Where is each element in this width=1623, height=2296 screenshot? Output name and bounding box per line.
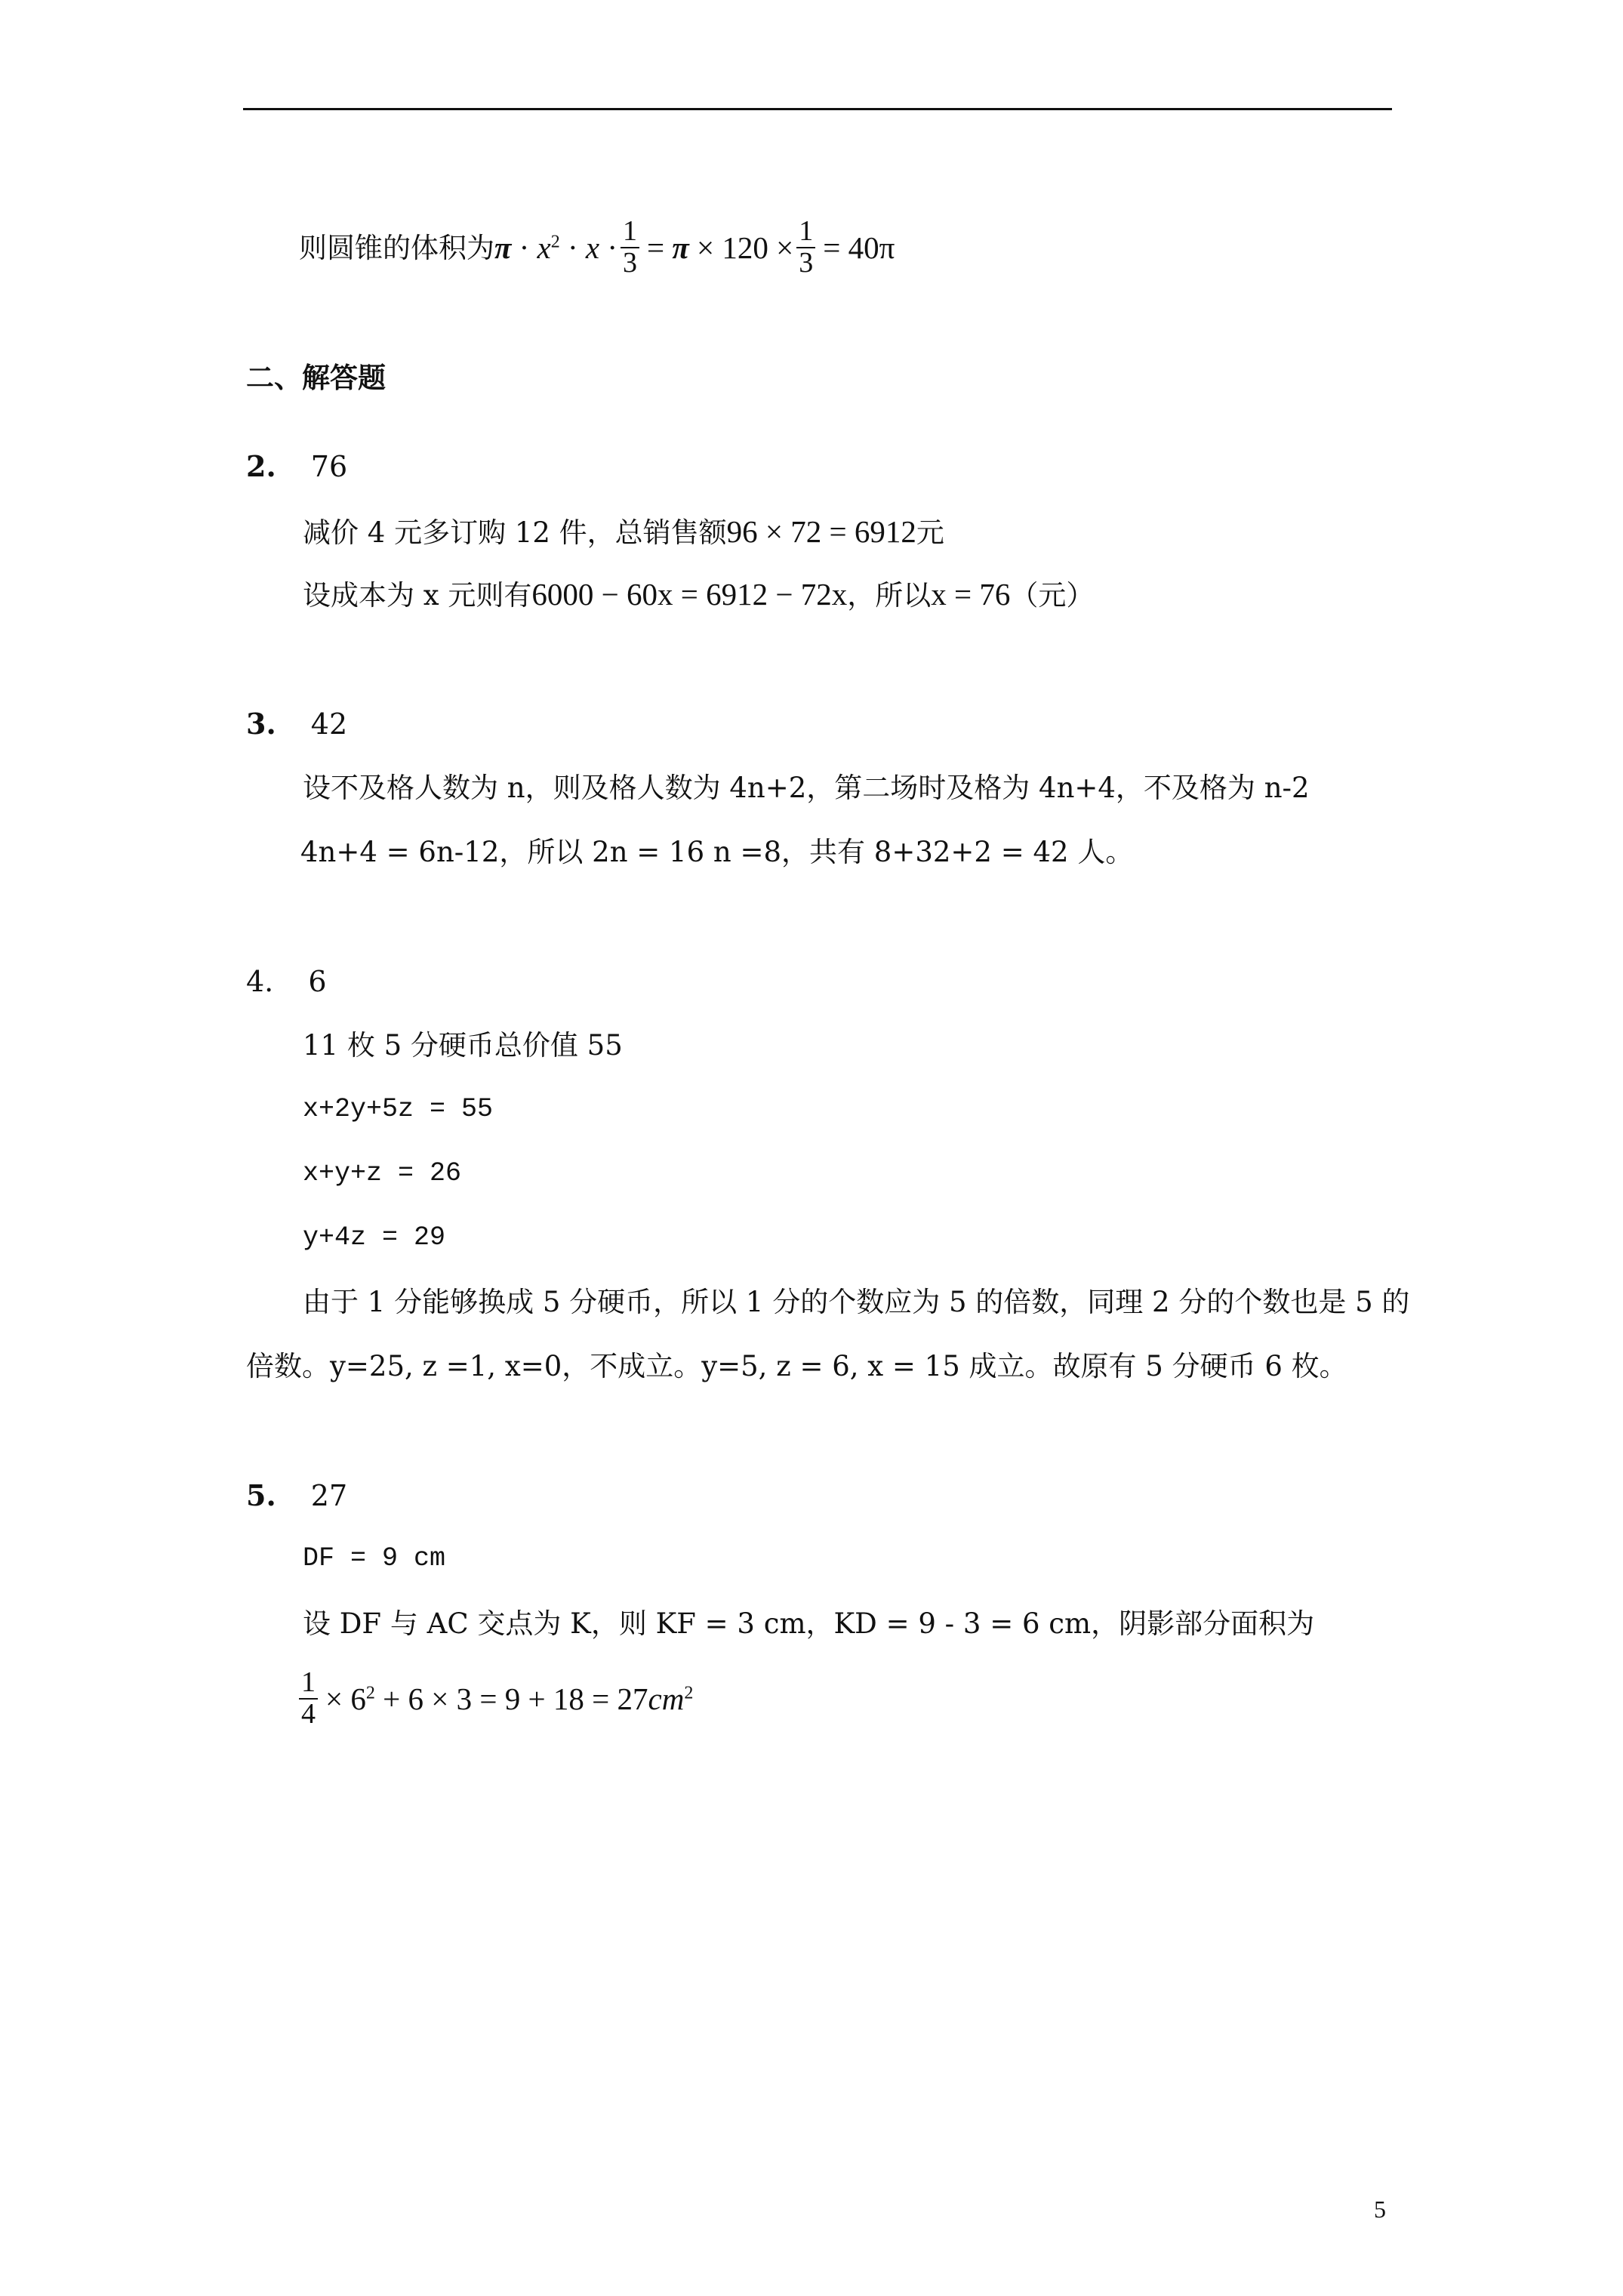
- q3-number: 3.: [246, 707, 276, 741]
- header-rule: [243, 108, 1392, 110]
- q5-answer: 27: [310, 1479, 348, 1512]
- section-heading: 二、解答题: [246, 361, 386, 394]
- fraction-one-quarter: $\frac{1}{4}$: [299, 1668, 318, 1730]
- q5-number: 5.: [246, 1478, 276, 1512]
- q5-line1: DF = 9 cm: [303, 1543, 446, 1573]
- cone-volume-label: 则圆锥的体积为: [299, 231, 494, 264]
- q5-line2: 设 DF 与 AC 交点为 K，则 KF = 3 cm，KD = 9 - 3 = 6 cm，阴影部分面积为: [303, 1607, 1315, 1640]
- q2-line1: 减价 4 元多订购 12 件，总销售额96 × 72 = 6912元: [303, 514, 944, 549]
- q4-equation-3: y+4z = 29: [303, 1222, 446, 1253]
- q3-header: [246, 707, 348, 741]
- q3-answer: 42: [310, 707, 348, 741]
- q4-equation-1: x+2y+5z = 55: [303, 1094, 494, 1124]
- q4-line5: 由于 1 分能够换成 5 分硬币，所以 1 分的个数应为 5 的倍数，同理 2 分的个数也是 5 的: [303, 1286, 1410, 1318]
- page-number: 5: [1374, 2196, 1386, 2223]
- q2-answer: 76: [310, 450, 348, 483]
- q4-equation-2: x+y+z = 26: [303, 1158, 462, 1188]
- q4-answer: 6: [308, 965, 327, 998]
- q5-header: [246, 1478, 348, 1512]
- q2-number: 2.: [246, 449, 276, 483]
- q4-number: 4.: [246, 965, 274, 998]
- q4-line6: 倍数。y=25, z =1, x=0，不成立。y=5, z = 6, x = 15 成立。故原有 5 分硬币 6 枚。: [246, 1350, 1347, 1382]
- q5-area-formula: $\frac{1}{4}$ × $6^2 + 6 \times 3 = 9 + 18 = 27cm^2$: [299, 1661, 693, 1737]
- cone-volume-line: 则圆锥的体积为 $\pi \cdot x^2 \cdot x$ · $\frac{1}{3}$ = π × 120 × $\frac{1}{3}$ = 40π: [299, 215, 895, 279]
- q3-line2: 4n+4 = 6n-12，所以 2n = 16 n =8，共有 8+32+2 = 42 人。: [300, 836, 1134, 868]
- q2-line2: 设成本为 x 元则有6000 − 60x = 6912 − 72x，所以x = 76（元）: [303, 577, 1095, 612]
- cone-volume-formula: $\pi \cdot x^2 \cdot x$ ·: [494, 230, 618, 265]
- fraction-one-third-2: $\frac{1}{3}$: [796, 217, 815, 279]
- q3-line1: 设不及格人数为 n，则及格人数为 4n+2，第二场时及格为 4n+4，不及格为 n-2: [303, 772, 1310, 804]
- q4-header: [246, 967, 327, 996]
- fraction-one-third: $\frac{1}{3}$: [621, 217, 639, 279]
- q2-header: [246, 449, 348, 483]
- q4-line1: 11 枚 5 分硬币总价值 55: [303, 1029, 623, 1062]
